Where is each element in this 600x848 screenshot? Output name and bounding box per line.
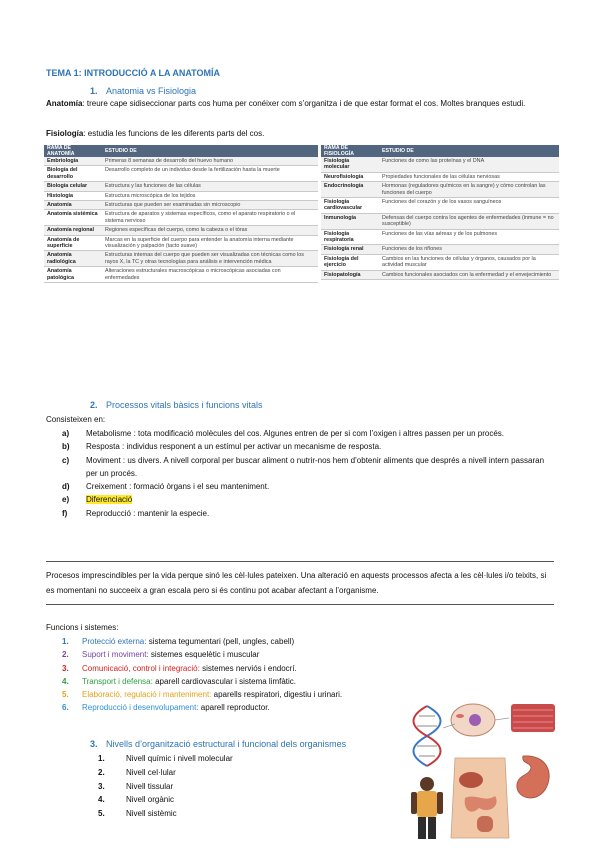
system-description: aparells respiratori, digestiu i urinari. xyxy=(211,690,343,700)
physiology-table-row xyxy=(321,270,559,279)
vital-process-term: Resposta xyxy=(86,442,120,452)
anatomy-branch-cell: Histología xyxy=(44,191,102,200)
vital-process-text: : us divers. A nivell corporal per buscar aliment o nutrir-nos hem d’obtenir aliments que després a nivell intern passaran per un procés. xyxy=(86,455,545,478)
vital-process-marker: d) xyxy=(62,482,70,492)
stomach-organ-icon xyxy=(517,756,549,798)
vital-process-text: : mantenir la especie. xyxy=(130,508,210,518)
anatomy-branch-cell: Biología celular xyxy=(44,182,102,191)
physiology-study-cell: Funciones de como las proteínas y el DNA xyxy=(379,157,559,172)
anatomy-table-row xyxy=(44,191,318,200)
physiology-study-cell: Cambios funcionales asociados con la enfermedad y el envejecimiento xyxy=(379,270,559,279)
anatomy-branch-cell: Embriología xyxy=(44,157,102,166)
organization-levels-illustration xyxy=(405,698,560,843)
physiology-study-cell: Funciones de las vías aéreas y de los pulmones xyxy=(379,229,559,245)
anatomy-branch-cell: Biología del desarrollo xyxy=(44,166,102,182)
section-3-heading xyxy=(90,739,346,749)
physiology-table-row xyxy=(321,245,559,254)
anatomy-study-cell: Regiones específicas del cuerpo, como la cabeza o el tórax xyxy=(102,226,318,235)
vital-process-term: Diferenciació xyxy=(86,495,133,505)
vital-process-item xyxy=(62,493,552,506)
physiology-study-cell: Propiedades funcionales de las células nerviosas xyxy=(379,172,559,181)
anatomy-table-row xyxy=(44,226,318,235)
anatomy-table-row xyxy=(44,251,318,267)
physiology-table-row xyxy=(321,254,559,270)
anatomy-branch-cell: Anatomía regional xyxy=(44,226,102,235)
system-description: sistemes esquelètic i muscular xyxy=(148,650,260,660)
system-marker: 6. xyxy=(62,703,69,713)
organization-level-item xyxy=(98,752,298,766)
physiology-branch-cell: Endocrinología xyxy=(321,182,379,198)
anatomy-branch-cell: Anatomía radiológica xyxy=(44,251,102,267)
anatomy-branch-cell: Anatomía xyxy=(44,201,102,210)
anatomy-study-cell: Marcas en la superficie del cuerpo para entender la anatomía interna mediante visualización y palpación (tacto suave) xyxy=(102,235,318,251)
systems-heading: Funcions i sistemes: xyxy=(46,623,119,632)
organization-level-item xyxy=(98,780,298,794)
dna-molecule-icon xyxy=(414,706,441,766)
vital-process-item xyxy=(62,480,552,493)
system-marker: 3. xyxy=(62,663,69,673)
vital-process-text: : formació òrgans i el seu manteniment. xyxy=(126,482,270,492)
organization-level-text: Nivell químic i nivell molecular xyxy=(126,754,233,763)
organization-levels-list xyxy=(98,752,298,821)
anatomia-label: Anatomía xyxy=(46,99,83,108)
page-title: TEMA 1: INTRODUCCIÓ A LA ANATOMÍA xyxy=(46,68,220,78)
anatomy-branch-cell: Anatomía patológica xyxy=(44,267,102,283)
system-marker: 4. xyxy=(62,676,69,686)
system-item xyxy=(62,648,462,661)
vital-process-marker: a) xyxy=(62,429,70,438)
physiology-header-study: ESTUDIO DE xyxy=(379,145,559,157)
processes-note: Procesos imprescindibles per la vida perque sinó les cèl·lules pateixen. Una alteració en aquests processos afecta a les cèl·lules i/o teixits, si es momentani no succeeix a gran escala pero si és continu pot acabar afectant a l’organisme. xyxy=(46,571,547,595)
section-1-title: Anatomia vs Fisiologia xyxy=(106,86,197,96)
anatomy-table-row xyxy=(44,157,318,166)
vital-process-term: Metabolisme xyxy=(86,429,132,438)
physiology-table-row xyxy=(321,198,559,214)
anatomy-study-cell: Estructura microscópica de los tejidos xyxy=(102,191,318,200)
section-2-intro: Consisteixen en: xyxy=(46,415,106,424)
physiology-study-cell: Funciones del corazón y de los vasos sanguíneos xyxy=(379,198,559,214)
physiology-branch-cell: Fisiología del ejercicio xyxy=(321,254,379,270)
anatomy-table-row xyxy=(44,210,318,226)
system-item xyxy=(62,701,462,714)
system-item xyxy=(62,635,462,648)
digestive-system-icon xyxy=(451,758,509,838)
organization-level-marker: 5. xyxy=(98,809,105,819)
vital-process-item xyxy=(62,427,552,440)
human-figure-icon xyxy=(411,777,443,839)
system-description: aparell reproductor. xyxy=(198,703,270,713)
section-2-title: Processos vitals bàsics i funcions vitals xyxy=(106,400,263,410)
anatomy-study-cell: Estructuras que pueden ser examinadas sin microscopio xyxy=(102,201,318,210)
anatomia-definition xyxy=(46,98,556,110)
physiology-branch-cell: Fisiología molecular xyxy=(321,157,379,172)
fisiologia-label: Fisiología xyxy=(46,129,84,138)
anatomy-study-cell: Estructura y las funciones de las células xyxy=(102,182,318,191)
system-function-label: Reproducció i desenvolupament: xyxy=(82,703,199,713)
anatomy-table-row xyxy=(44,166,318,182)
organization-level-item xyxy=(98,807,298,821)
organization-level-text: Nivell cel·lular xyxy=(126,767,176,777)
anatomy-header-study: ESTUDIO DE xyxy=(102,145,318,157)
organization-level-text: Nivell orgànic xyxy=(126,795,175,805)
divider-top xyxy=(46,561,554,562)
physiology-table-row xyxy=(321,157,559,172)
fisiologia-definition xyxy=(46,128,556,140)
vital-processes-list xyxy=(62,427,552,520)
organization-level-item xyxy=(98,793,298,807)
vital-process-marker: f) xyxy=(62,508,68,518)
anatomy-table-header xyxy=(44,145,318,157)
physiology-branch-cell: Inmunología xyxy=(321,213,379,229)
system-item xyxy=(62,688,462,701)
physiology-branch-cell: Fisiología respiratoria xyxy=(321,229,379,245)
cell-icon xyxy=(451,704,495,736)
vital-process-item xyxy=(62,507,552,520)
section-3-title: Nivells d’organització estructural i funcional dels organismes xyxy=(106,739,347,749)
organization-level-marker: 3. xyxy=(98,781,105,791)
organization-level-text: Nivell tissular xyxy=(126,781,174,791)
system-function-label: Elaboració, regulació i manteniment: xyxy=(82,690,212,700)
anatomy-study-cell: Alteraciones estructurales macroscópicas o microscópicas asociadas con enfermedades xyxy=(102,267,318,283)
physiology-study-cell: Cambios en las funciones de células y órganos, causados por la actividad muscular xyxy=(379,254,559,270)
system-description: sistema tegumentari (pell, ungles, cabell) xyxy=(146,637,295,646)
anatomy-header-branch: RAMA DE ANATOMÍA xyxy=(44,145,102,157)
system-function-label: Suport i moviment: xyxy=(82,650,149,660)
system-marker: 2. xyxy=(62,650,69,660)
system-marker: 5. xyxy=(62,690,69,700)
divider-bottom xyxy=(46,604,554,605)
vital-process-marker: c) xyxy=(62,455,70,465)
anatomy-table-row xyxy=(44,235,318,251)
physiology-header-branch: RAMA DE FISIOLOGÍA xyxy=(321,145,379,157)
fisiologia-text: : estudia les funcions de les diferents parts del cos. xyxy=(83,129,265,138)
anatomy-branches-table xyxy=(44,145,318,283)
organization-level-marker: 4. xyxy=(98,795,105,805)
physiology-branch-cell: Neurofisiología xyxy=(321,172,379,181)
section-1-heading xyxy=(90,86,196,96)
system-function-label: Comunicació, control i integració: xyxy=(82,663,200,673)
anatomy-table-row xyxy=(44,267,318,283)
physiology-study-cell: Hormonas (reguladores químicos en la sangre) y cómo controlan las funciones del cuerpo xyxy=(379,182,559,198)
anatomy-study-cell: Desarrollo completo de un individuo desde la fertilización hasta la muerte xyxy=(102,166,318,182)
vital-process-term: Moviment xyxy=(86,455,121,465)
muscle-tissue-icon xyxy=(511,704,555,732)
system-item xyxy=(62,662,462,675)
organization-level-marker: 2. xyxy=(98,767,105,777)
physiology-table-row xyxy=(321,229,559,245)
system-description: sistemes nerviós i endocrí. xyxy=(199,663,297,673)
physiology-table-row xyxy=(321,172,559,181)
organization-level-marker: 1. xyxy=(98,754,105,763)
system-marker: 1. xyxy=(62,637,69,646)
system-function-label: Transport i defensa: xyxy=(82,676,153,686)
anatomy-study-cell: Estructuras internas del cuerpo que pueden ser visualizadas con técnicas como los rayos X, la TC y otras tecnologías para análisis e intervención médica xyxy=(102,251,318,267)
physiology-branches-table xyxy=(321,145,559,280)
vital-process-text: : individus responent a un estímul per activar un mecanisme de resposta. xyxy=(119,442,382,452)
section-1-number: 1. xyxy=(90,86,98,96)
vital-process-marker: b) xyxy=(62,442,70,452)
vital-process-term: Reproducció xyxy=(86,508,131,518)
system-description: aparell cardiovascular i sistema limfàtic. xyxy=(152,676,297,686)
anatomy-table-row xyxy=(44,182,318,191)
physiology-branch-cell: Fisiología renal xyxy=(321,245,379,254)
section-2-heading xyxy=(90,400,263,410)
anatomy-branch-cell: Anatomía sistémica xyxy=(44,210,102,226)
physiology-table-row xyxy=(321,213,559,229)
anatomy-branch-cell: Anatomía de superficie xyxy=(44,235,102,251)
physiology-study-cell: Funciones de los riñones xyxy=(379,245,559,254)
physiology-branch-cell: Fisiología cardiovascular xyxy=(321,198,379,214)
organization-level-item xyxy=(98,766,298,780)
organization-level-text: Nivell sistèmic xyxy=(126,809,177,819)
section-2-number: 2. xyxy=(90,400,98,410)
section-3-number: 3. xyxy=(90,739,98,749)
physiology-branch-cell: Fisiopatología xyxy=(321,270,379,279)
anatomy-study-cell: Primeras 8 semanas de desarrollo del huevo humano xyxy=(102,157,318,166)
vital-process-text: : tota modificació molècules del cos. Algunes entren de per si com l’oxigen i altres passen per un procés. xyxy=(131,429,504,438)
anatomia-text: : treure cape sidiseccionar parts cos huma per conéixer com s’organitza i de que estar format el cos. Moltes branques estudi. xyxy=(82,99,526,108)
anatomy-table-row xyxy=(44,201,318,210)
anatomy-study-cell: Estructura de aparatos y sistemas específicos, como el aparato respiratorio o el sistema nervioso xyxy=(102,210,318,226)
systems-list xyxy=(62,635,462,715)
physiology-table-row xyxy=(321,182,559,198)
vital-process-item xyxy=(62,440,552,453)
physiology-table-header xyxy=(321,145,559,157)
vital-process-item xyxy=(62,454,552,481)
system-function-label: Protecció externa: xyxy=(82,637,147,646)
vital-process-marker: e) xyxy=(62,495,70,505)
physiology-study-cell: Defensas del cuerpo contra los agentes de enfermedades (inmune = no susceptible) xyxy=(379,213,559,229)
system-item xyxy=(62,675,462,688)
vital-process-term: Creixement xyxy=(86,482,127,492)
